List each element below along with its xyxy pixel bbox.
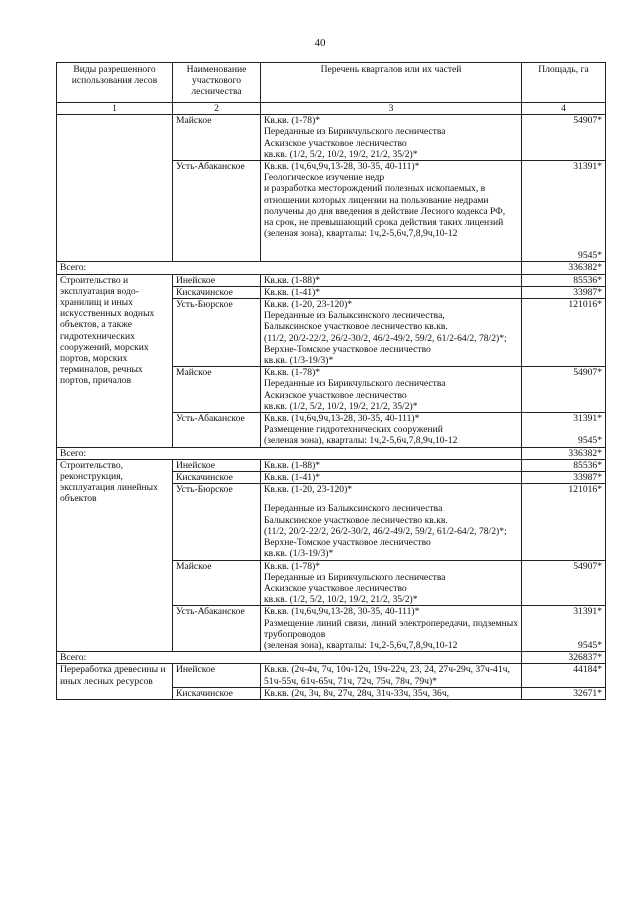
- forestry-name: Инейское: [173, 459, 261, 471]
- total-row: [57, 262, 606, 274]
- total-value: 336382*: [522, 447, 606, 459]
- area-value: 85536*: [522, 274, 606, 286]
- forestry-name: Кискачинское: [173, 472, 261, 484]
- area-value: 54907*: [522, 560, 606, 606]
- quarters-cell: Кв.кв. (1-78)* Переданные из Бирикчульского лесничества Аскизское участковое лесничество кв.кв. (1/2, 5/2, 10/2, 19/2, 21/2, 35/2)*: [261, 115, 522, 161]
- forestry-name: Инейское: [173, 274, 261, 286]
- area-value: 44184*: [522, 664, 606, 687]
- header-forestry: Наименование участкового лесничества: [173, 63, 261, 103]
- quarters-cell: Кв.кв. (1ч,6ч,9ч,13-28, 30-35, 40-111)* Размещение линий связи, линий электропередачи, подземных трубопроводов (зеленая зона), кварталы: 1ч,2-5,6ч,7,8,9ч,10-12: [261, 606, 522, 652]
- table-row: [57, 274, 606, 286]
- forestry-name: Усть-Абаканское: [173, 161, 261, 262]
- table-row: [57, 459, 606, 471]
- forestry-name: Кискачинское: [173, 687, 261, 699]
- page-number: 40: [314, 37, 326, 49]
- quarters-cell: Кв.кв. (1-41)*: [261, 286, 522, 298]
- area-value: 54907*: [522, 115, 606, 161]
- use-type-cell: Строительство и эксплуатация водо-хранилищ и иных искусственных водных объектов, а также гидротехнических сооружений, морских портов, морских терминалов, речных портов, причалов: [57, 274, 173, 447]
- area-value: 31391* 9545*: [522, 413, 606, 448]
- forestry-name: Майское: [173, 367, 261, 413]
- forestry-name: Майское: [173, 560, 261, 606]
- quarters-cell: Кв.кв. (1-20, 23-120)* Переданные из Балыксинского лесничества Балыксинское участковое лесничество кв.кв. (11/2, 20/2-22/2, 26/2-30/2, 46/2-49/2, 59/2, 61/2-64/2, 78/2)*; Верхне-Томское участковое лесничество кв.кв. (1/3-19/3)*: [261, 484, 522, 560]
- quarters-cell: Кв.кв. (1-88)*: [261, 459, 522, 471]
- quarters-cell: Кв.кв. (1-20, 23-120)* Переданные из Балыксинского лесничества, Балыксинское участковое лесничество кв.кв. (11/2, 20/2-22/2, 26/2-30/2, 46/2-49/2, 59/2, 61/2-64/2, 78/2)*; Верхне-Томское участковое лесничество кв.кв. (1/3-19/3)*: [261, 299, 522, 367]
- total-value: 336382*: [522, 262, 606, 274]
- area-value: 54907*: [522, 367, 606, 413]
- column-number: 4: [522, 103, 606, 115]
- total-value: 326837*: [522, 652, 606, 664]
- forestry-name: Инейское: [173, 664, 261, 687]
- quarters-cell: Кв.кв. (1-88)*: [261, 274, 522, 286]
- column-number: 2: [173, 103, 261, 115]
- use-type-cell: Переработка древесины и иных лесных ресурсов: [57, 664, 173, 700]
- area-value: 121016*: [522, 299, 606, 367]
- quarters-cell: Кв.кв. (1ч,6ч,9ч,13-28, 30-35, 40-111)* Размещение гидротехнических сооружений (зеленая зона), кварталы: 1ч,2-5,6ч,7,8,9ч,10-12: [261, 413, 522, 448]
- forestry-name: Усть-Бюрское: [173, 484, 261, 560]
- forestry-name: Усть-Бюрское: [173, 299, 261, 367]
- total-label: Всего:: [57, 447, 522, 459]
- total-label: Всего:: [57, 262, 522, 274]
- area-value: 31391* 9545*: [522, 161, 606, 262]
- total-row: [57, 652, 606, 664]
- quarters-cell: Кв.кв. (1ч,6ч,9ч,13-28, 30-35, 40-111)* Геологическое изучение недр и разработка месторождений полезных ископаемых, в отношении которых лицензии на пользование недрами получены до дня введения в действие Лесного кодекса РФ, на срок, не превышающий срока действия таких лицензий (зеленая зона), кварталы: 1ч,2-5,6ч,7,8,9ч,10-12: [261, 161, 522, 262]
- total-row: [57, 447, 606, 459]
- header-row: [57, 63, 606, 103]
- use-type-cell: [57, 115, 173, 262]
- quarters-cell: Кв.кв. (2ч-4ч, 7ч, 10ч-12ч, 19ч-22ч, 23, 24, 27ч-29ч, 37ч-41ч, 51ч-55ч, 61ч-65ч, 71ч, 72ч, 75ч, 78ч, 79ч)*: [261, 664, 522, 687]
- forestry-name: Усть-Абаканское: [173, 413, 261, 448]
- forestry-name: Усть-Абаканское: [173, 606, 261, 652]
- column-number: 3: [261, 103, 522, 115]
- forestry-name: Кискачинское: [173, 286, 261, 298]
- table-row: [57, 115, 606, 161]
- column-number-row: [57, 103, 606, 115]
- quarters-cell: Кв.кв. (1-78)* Переданные из Бирикчульского лесничества Аскизское участковое лесничество кв.кв. (1/2, 5/2, 10/2, 19/2, 21/2, 35/2)*: [261, 367, 522, 413]
- use-type-cell: Строительство, реконструкция, эксплуатация линейных объектов: [57, 459, 173, 651]
- forestry-name: Майское: [173, 115, 261, 161]
- area-value: 33987*: [522, 472, 606, 484]
- area-value: 32671*: [522, 687, 606, 699]
- header-use-type: Виды разрешенного использования лесов: [57, 63, 173, 103]
- area-value: 31391* 9545*: [522, 606, 606, 652]
- quarters-cell: Кв.кв. (1-41)*: [261, 472, 522, 484]
- quarters-cell: Кв.кв. (2ч, 3ч, 8ч, 27ч, 28ч, 31ч-33ч, 35ч, 36ч,: [261, 687, 522, 699]
- table-row: [57, 664, 606, 687]
- total-label: Всего:: [57, 652, 522, 664]
- area-value: 33987*: [522, 286, 606, 298]
- forest-use-table: [56, 62, 606, 700]
- area-value: 121016*: [522, 484, 606, 560]
- header-quarters: Перечень кварталов или их частей: [261, 63, 522, 103]
- quarters-cell: Кв.кв. (1-78)* Переданные из Бирикчульского лесничества Аскизское участковое лесничество кв.кв. (1/2, 5/2, 10/2, 19/2, 21/2, 35/2)*: [261, 560, 522, 606]
- column-number: 1: [57, 103, 173, 115]
- header-area: Площадь, га: [522, 63, 606, 103]
- area-value: 85536*: [522, 459, 606, 471]
